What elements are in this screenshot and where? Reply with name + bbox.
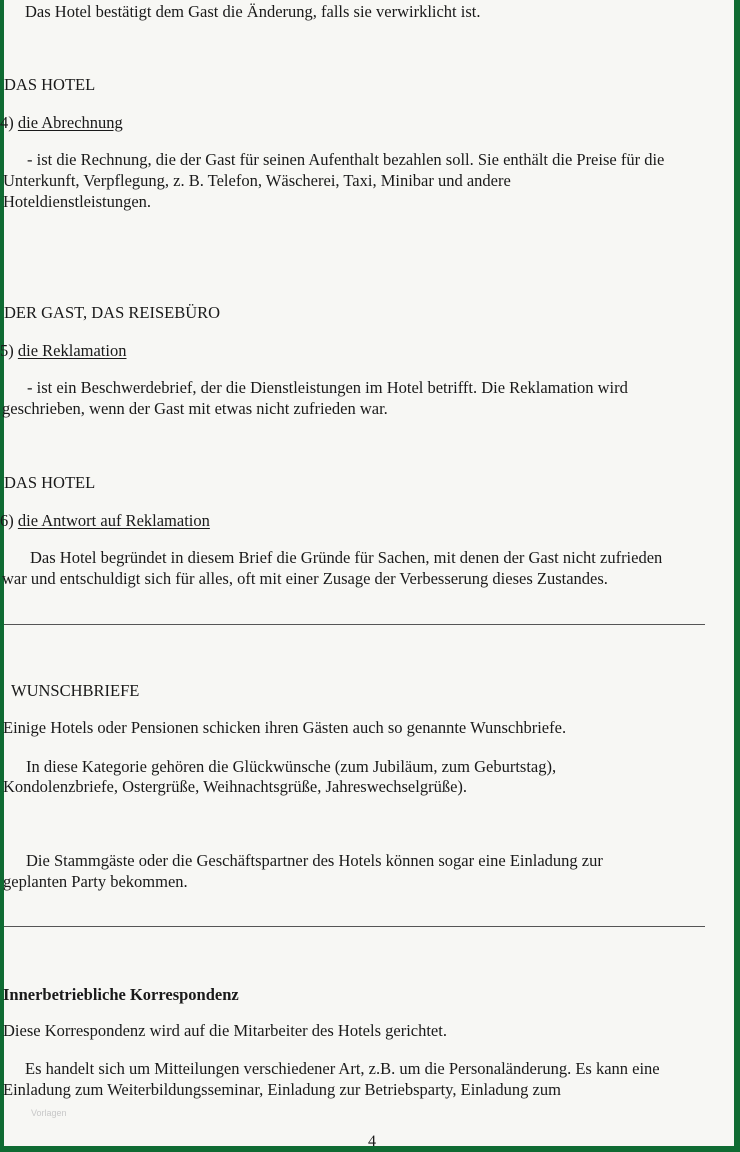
- section-title: die Reklamation: [17, 341, 127, 360]
- watermark: Vorlagen: [31, 1108, 67, 1118]
- text-line: war und entschuldigt sich für alles, oft mit einer Zusage der Verbesserung dieses Zustandes.: [2, 569, 608, 588]
- divider: [4, 926, 705, 927]
- section-number: 6): [0, 511, 18, 530]
- text-line: Einladung zum Weiterbildungsseminar, Einladung zur Betriebsparty, Einladung zum: [3, 1080, 561, 1099]
- text-line: Kondolenzbriefe, Ostergrüße, Weihnachtsgrüße, Jahreswechselgrüße).: [3, 777, 468, 796]
- section-heading: WUNSCHBRIEFE: [11, 681, 140, 700]
- section-heading: Innerbetriebliche Korrespondenz: [3, 985, 239, 1004]
- text-line: geplanten Party bekommen.: [3, 872, 188, 891]
- role-heading: DAS HOTEL: [4, 75, 96, 94]
- text-line: Hoteldienstleistungen.: [3, 192, 152, 211]
- section-title: die Antwort auf Reklamation: [17, 511, 210, 530]
- section-title: die Abrechnung: [17, 113, 123, 132]
- section-heading: [0, 510, 210, 531]
- text-line: Das Hotel bestätigt dem Gast die Änderung, falls sie verwirklicht ist.: [25, 2, 481, 21]
- page-number: 4: [368, 1133, 376, 1150]
- text-line: geschrieben, wenn der Gast mit etwas nicht zufrieden war.: [2, 399, 388, 418]
- text-line: Diese Korrespondenz wird auf die Mitarbeiter des Hotels gerichtet.: [3, 1021, 447, 1040]
- text-line: In diese Kategorie gehören die Glückwünsche (zum Jubiläum, zum Geburtstag),: [26, 757, 557, 776]
- text-line: Das Hotel begründet in diesem Brief die Gründe für Sachen, mit denen der Gast nicht zufrieden: [30, 548, 663, 567]
- section-number: 4): [0, 113, 18, 132]
- section-heading: [0, 112, 123, 133]
- section-number: 5): [0, 341, 18, 360]
- text-line: - ist ein Beschwerdebrief, der die Dienstleistungen im Hotel betrifft. Die Reklamation wird: [27, 378, 628, 397]
- role-heading: DAS HOTEL: [4, 473, 96, 492]
- text-line: Es handelt sich um Mitteilungen verschiedener Art, z.B. um die Personaländerung. Es kann eine: [25, 1059, 660, 1078]
- text-line: - ist die Rechnung, die der Gast für seinen Aufenthalt bezahlen soll. Sie enthält die Preise für die: [27, 150, 665, 169]
- divider: [4, 624, 705, 625]
- role-heading: DER GAST, DAS REISEBÜRO: [4, 303, 221, 322]
- section-heading: [0, 340, 126, 361]
- text-line: Einige Hotels oder Pensionen schicken ihren Gästen auch so genannte Wunschbriefe.: [3, 718, 567, 737]
- text-line: Die Stammgäste oder die Geschäftspartner des Hotels können sogar eine Einladung zur: [26, 851, 603, 870]
- text-line: Unterkunft, Verpflegung, z. B. Telefon, Wäscherei, Taxi, Minibar und andere: [3, 171, 511, 190]
